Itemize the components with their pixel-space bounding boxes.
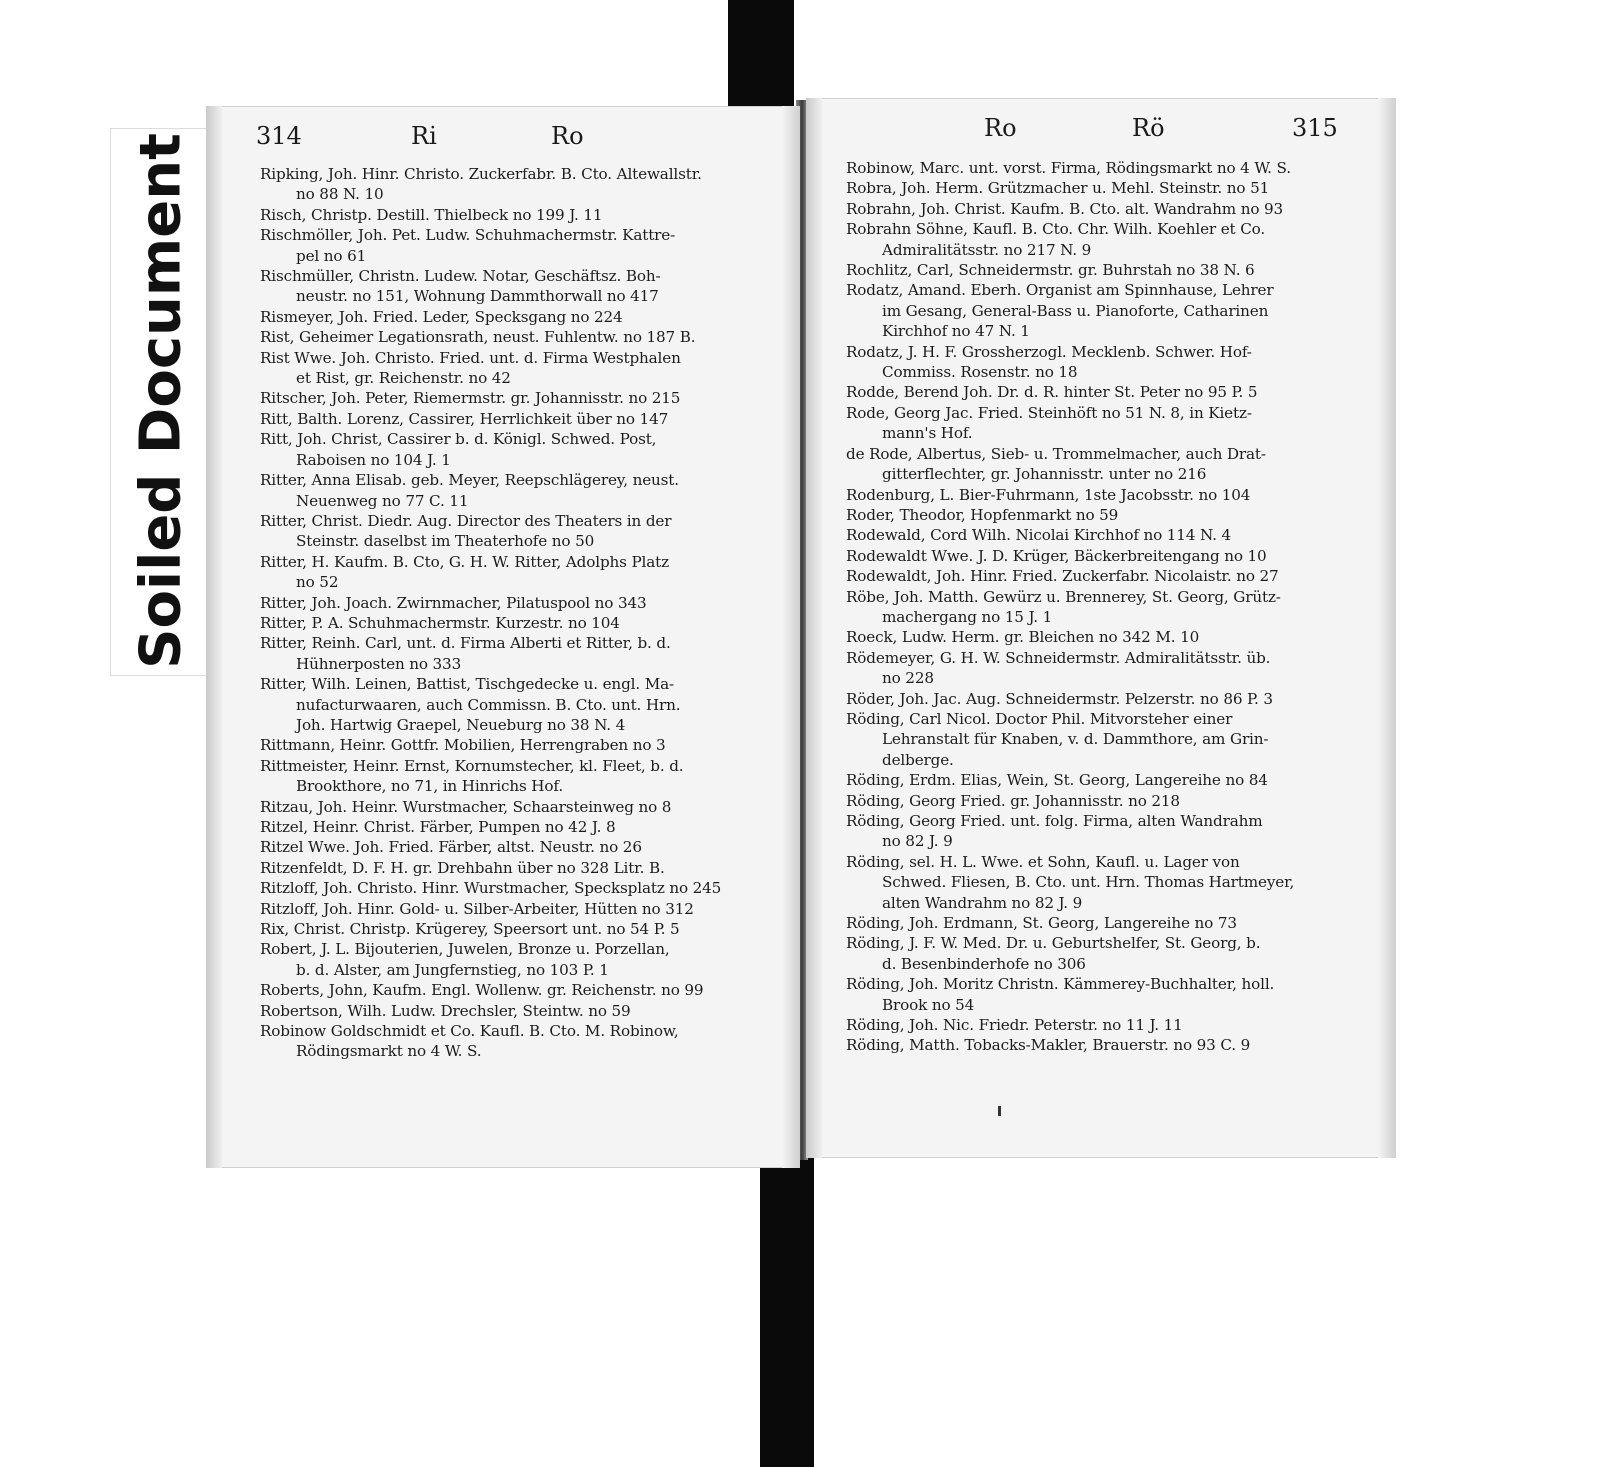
directory-entry (846, 505, 1356, 525)
entry-continuation-line: no 88 N. 10 (296, 185, 384, 204)
entry-line: Rist, Geheimer Legationsrath, neust. Fuhlentw. no 187 B. (260, 328, 696, 347)
entry-continuation-line: Lehranstalt für Knaben, v. d. Dammthore, am Grin- (882, 730, 1269, 749)
entry-line: Ritzel Wwe. Joh. Fried. Färber, altst. Neustr. no 26 (260, 838, 642, 857)
left-page-edge (206, 106, 222, 1168)
entry-line: Risch, Christp. Destill. Thielbeck no 199 J. 11 (260, 205, 603, 224)
binding-tab-top (728, 0, 794, 110)
directory-entry (260, 919, 775, 939)
entry-continuation-line: et Rist, gr. Reichenstr. no 42 (296, 369, 511, 388)
entry-line: Rischmöller, Joh. Pet. Ludw. Schuhmachermstr. Kattre- (260, 226, 676, 245)
entry-continuation-line: Rödingsmarkt no 4 W. S. (296, 1042, 482, 1061)
directory-entry (260, 1021, 775, 1062)
directory-entry (846, 627, 1356, 647)
directory-entry (260, 1001, 775, 1021)
directory-entry (846, 444, 1356, 485)
directory-entry (846, 1015, 1356, 1035)
entry-line: Ritter, P. A. Schuhmachermstr. Kurzestr. no 104 (260, 613, 620, 632)
entry-line: Röding, Matth. Tobacks-Makler, Brauerstr. no 93 C. 9 (846, 1036, 1251, 1055)
entry-continuation-line: b. d. Alster, am Jungfernstieg, no 103 P. 1 (296, 960, 609, 979)
directory-entry (260, 817, 775, 837)
entry-line: Rist Wwe. Joh. Christo. Fried. unt. d. Firma Westphalen (260, 348, 681, 367)
entry-line: Ritzau, Joh. Heinr. Wurstmacher, Schaarsteinweg no 8 (260, 797, 672, 816)
directory-entry (260, 266, 775, 307)
entry-line: Ritt, Joh. Christ, Cassirer b. d. Königl. Schwed. Post, (260, 430, 657, 449)
entry-continuation-line: no 52 (296, 573, 339, 592)
directory-entry (846, 770, 1356, 790)
right-entries-list (846, 158, 1356, 1056)
directory-entry (260, 225, 775, 266)
directory-entry (260, 797, 775, 817)
directory-entry (260, 939, 775, 980)
directory-entry (260, 858, 775, 878)
directory-entry (846, 382, 1356, 402)
entry-continuation-line: pel no 61 (296, 246, 367, 265)
directory-entry (846, 709, 1356, 770)
entry-line: Rischmüller, Christn. Ludew. Notar, Geschäftsz. Boh- (260, 267, 661, 286)
entry-line: Ritter, Wilh. Leinen, Battist, Tischgedecke u. engl. Ma- (260, 675, 674, 694)
entry-line: Rödemeyer, G. H. W. Schneidermstr. Admiralitätsstr. üb. (846, 648, 1271, 667)
entry-line: Robrahn Söhne, Kaufl. B. Cto. Chr. Wilh. Koehler et Co. (846, 220, 1266, 239)
directory-entry (846, 852, 1356, 913)
soiled-document-label: Soiled Document (128, 133, 194, 669)
entry-continuation-line: no 228 (882, 669, 934, 688)
ink-speck (998, 1106, 1001, 1116)
entry-continuation-line: Neuenweg no 77 C. 11 (296, 491, 469, 510)
entry-line: Ritter, Joh. Joach. Zwirnmacher, Pilatuspool no 343 (260, 593, 647, 612)
entry-line: Rismeyer, Joh. Fried. Leder, Specksgang no 224 (260, 307, 623, 326)
directory-entry (260, 205, 775, 225)
entry-line: Rodenburg, L. Bier-Fuhrmann, 1ste Jacobsstr. no 104 (846, 485, 1251, 504)
entry-line: Röding, Joh. Nic. Friedr. Peterstr. no 11 J. 11 (846, 1016, 1183, 1035)
entry-line: de Rode, Albertus, Sieb- u. Trommelmacher, auch Drat- (846, 444, 1266, 463)
right-page-edge (1378, 98, 1396, 1158)
entry-line: Ritzloff, Joh. Christo. Hinr. Wurstmacher, Specksplatz no 245 (260, 879, 722, 898)
entry-continuation-line: Admiralitätsstr. no 217 N. 9 (882, 240, 1092, 259)
entry-line: Robinow, Marc. unt. vorst. Firma, Rödingsmarkt no 4 W. S. (846, 159, 1291, 177)
entry-continuation-line: Brookthore, no 71, in Hinrichs Hof. (296, 777, 563, 796)
entry-line: Rodewald, Cord Wilh. Nicolai Kirchhof no 114 N. 4 (846, 526, 1232, 545)
entry-line: Röding, J. F. W. Med. Dr. u. Geburtshelfer, St. Georg, b. (846, 934, 1261, 953)
directory-entry (846, 260, 1356, 280)
entry-continuation-line: Steinstr. daselbst im Theaterhofe no 50 (296, 532, 595, 551)
directory-entry (846, 546, 1356, 566)
directory-entry (846, 648, 1356, 689)
entry-continuation-line: Joh. Hartwig Graepel, Neueburg no 38 N. 4 (296, 715, 626, 734)
right-head-center: Rö (1132, 114, 1165, 142)
entry-line: Robert, J. L. Bijouterien, Juwelen, Bronze u. Porzellan, (260, 940, 670, 959)
entry-continuation-line: gitterflechter, gr. Johannisstr. unter no 216 (882, 465, 1207, 484)
entry-line: Ritt, Balth. Lorenz, Cassirer, Herrlichkeit über no 147 (260, 409, 669, 428)
right-page-number: 315 (1292, 114, 1338, 142)
entry-continuation-line: neustr. no 151, Wohnung Dammthorwall no 417 (296, 287, 659, 306)
entry-line: Ritter, Anna Elisab. geb. Meyer, Reepschlägerey, neust. (260, 471, 679, 490)
directory-entry (260, 878, 775, 898)
entry-line: Röding, Georg Fried. unt. folg. Firma, alten Wandrahm (846, 812, 1263, 830)
entry-line: Rochlitz, Carl, Schneidermstr. gr. Buhrstah no 38 N. 6 (846, 261, 1255, 280)
entry-line: Ritzel, Heinr. Christ. Färber, Pumpen no 42 J. 8 (260, 818, 616, 836)
right-page-gutter (806, 98, 822, 1158)
left-page (206, 106, 800, 1168)
entry-continuation-line: Hühnerposten no 333 (296, 654, 462, 673)
entry-line: Röder, Joh. Jac. Aug. Schneidermstr. Pelzerstr. no 86 P. 3 (846, 689, 1273, 708)
entry-continuation-line: d. Besenbinderhofe no 306 (882, 954, 1086, 973)
entry-line: Robra, Joh. Herm. Grützmacher u. Mehl. Steinstr. no 51 (846, 179, 1270, 198)
directory-entry (260, 511, 775, 552)
left-head-right: Ro (551, 122, 584, 150)
entry-continuation-line: machergang no 15 J. 1 (882, 607, 1053, 626)
entry-line: Rodatz, J. H. F. Grossherzogl. Mecklenb. Schwer. Hof- (846, 342, 1252, 361)
left-entries-list (260, 164, 775, 1062)
entry-line: Röding, sel. H. L. Wwe. et Sohn, Kaufl. u. Lager von (846, 852, 1240, 871)
entry-line: Rix, Christ. Christp. Krügerey, Speersort unt. no 54 P. 5 (260, 920, 680, 939)
entry-line: Röding, Erdm. Elias, Wein, St. Georg, Langereihe no 84 (846, 771, 1268, 790)
right-page (806, 98, 1396, 1158)
directory-entry (846, 933, 1356, 974)
directory-entry (260, 552, 775, 593)
directory-entry (846, 403, 1356, 444)
entry-continuation-line: Schwed. Fliesen, B. Cto. unt. Hrn. Thomas Hartmeyer, (882, 873, 1295, 892)
entry-continuation-line: Kirchhof no 47 N. 1 (882, 322, 1030, 341)
directory-entry (260, 735, 775, 755)
directory-entry (846, 485, 1356, 505)
entry-line: Roeck, Ludw. Herm. gr. Bleichen no 342 M. 10 (846, 628, 1200, 647)
directory-entry (260, 633, 775, 674)
directory-entry (846, 974, 1356, 1015)
directory-entry (260, 327, 775, 347)
entry-line: Rodatz, Amand. Eberh. Organist am Spinnhause, Lehrer (846, 281, 1274, 300)
directory-entry (260, 899, 775, 919)
entry-line: Ritter, Reinh. Carl, unt. d. Firma Alberti et Ritter, b. d. (260, 634, 671, 653)
directory-entry (260, 348, 775, 389)
directory-entry (846, 219, 1356, 260)
directory-entry (846, 178, 1356, 198)
entry-line: Röding, Carl Nicol. Doctor Phil. Mitvorsteher einer (846, 709, 1233, 728)
right-head-left: Ro (984, 114, 1017, 142)
entry-line: Rodde, Berend Joh. Dr. d. R. hinter St. Peter no 95 P. 5 (846, 383, 1258, 402)
directory-entry (260, 388, 775, 408)
directory-entry (260, 470, 775, 511)
directory-entry (846, 689, 1356, 709)
directory-entry (260, 674, 775, 735)
directory-entry (846, 566, 1356, 586)
entry-line: Rodewaldt Wwe. J. D. Krüger, Bäckerbreitengang no 10 (846, 546, 1267, 565)
entry-line: Röding, Georg Fried. gr. Johannisstr. no 218 (846, 791, 1180, 810)
directory-entry (260, 756, 775, 797)
directory-entry (260, 409, 775, 429)
directory-entry (260, 164, 775, 205)
entry-continuation-line: Commiss. Rosenstr. no 18 (882, 363, 1078, 382)
left-page-gutter (782, 106, 800, 1168)
directory-entry (846, 158, 1356, 178)
entry-continuation-line: im Gesang, General-Bass u. Pianoforte, Catharinen (882, 301, 1269, 320)
entry-line: Robertson, Wilh. Ludw. Drechsler, Steintw. no 59 (260, 1001, 631, 1020)
entry-line: Robinow Goldschmidt et Co. Kaufl. B. Cto. M. Robinow, (260, 1022, 679, 1041)
entry-line: Rodewaldt, Joh. Hinr. Fried. Zuckerfabr. Nicolaistr. no 27 (846, 567, 1279, 586)
directory-entry (846, 199, 1356, 219)
directory-entry (260, 837, 775, 857)
entry-line: Röding, Joh. Moritz Christn. Kämmerey-Buchhalter, holl. (846, 975, 1275, 994)
entry-line: Rittmann, Heinr. Gottfr. Mobilien, Herrengraben no 3 (260, 736, 666, 755)
left-page-number: 314 (256, 122, 302, 150)
directory-entry (846, 587, 1356, 628)
entry-line: Roder, Theodor, Hopfenmarkt no 59 (846, 505, 1119, 524)
directory-entry (260, 307, 775, 327)
directory-entry (846, 791, 1356, 811)
entry-line: Robrahn, Joh. Christ. Kaufm. B. Cto. alt. Wandrahm no 93 (846, 199, 1284, 218)
directory-entry (260, 429, 775, 470)
left-head-center: Ri (411, 122, 437, 150)
entry-line: Röding, Joh. Erdmann, St. Georg, Langereihe no 73 (846, 914, 1237, 933)
directory-entry (260, 613, 775, 633)
entry-continuation-line: alten Wandrahm no 82 J. 9 (882, 893, 1083, 912)
directory-entry (846, 811, 1356, 852)
entry-line: Roberts, John, Kaufm. Engl. Wollenw. gr. Reichenstr. no 99 (260, 981, 704, 1000)
entry-continuation-line: Raboisen no 104 J. 1 (296, 450, 451, 469)
entry-continuation-line: nufacturwaaren, auch Commissn. B. Cto. unt. Hrn. (296, 695, 681, 714)
directory-entry (260, 980, 775, 1000)
directory-entry (846, 525, 1356, 545)
entry-line: Ritter, H. Kaufm. B. Cto, G. H. W. Ritter, Adolphs Platz (260, 552, 669, 571)
entry-continuation-line: no 82 J. 9 (882, 832, 953, 851)
directory-entry (846, 1035, 1356, 1055)
directory-entry (260, 593, 775, 613)
directory-entry (846, 342, 1356, 383)
entry-line: Rode, Georg Jac. Fried. Steinhöft no 51 N. 8, in Kietz- (846, 403, 1252, 422)
entry-continuation-line: delberge. (882, 750, 954, 769)
entry-line: Rittmeister, Heinr. Ernst, Kornumstecher, kl. Fleet, b. d. (260, 756, 684, 775)
directory-entry (846, 280, 1356, 341)
entry-line: Ritzenfeldt, D. F. H. gr. Drehbahn über no 328 Litr. B. (260, 858, 665, 877)
entry-line: Ritter, Christ. Diedr. Aug. Director des Theaters in der (260, 511, 672, 530)
directory-entry (846, 913, 1356, 933)
entry-line: Ritscher, Joh. Peter, Riemermstr. gr. Johannisstr. no 215 (260, 389, 681, 408)
entry-line: Ripking, Joh. Hinr. Christo. Zuckerfabr. B. Cto. Altewallstr. (260, 165, 702, 183)
entry-continuation-line: Brook no 54 (882, 995, 975, 1014)
entry-line: Röbe, Joh. Matth. Gewürz u. Brennerey, St. Georg, Grütz- (846, 587, 1281, 606)
binding-tab-bottom (760, 1155, 814, 1467)
entry-line: Ritzloff, Joh. Hinr. Gold- u. Silber-Arbeiter, Hütten no 312 (260, 899, 694, 918)
entry-continuation-line: mann's Hof. (882, 424, 973, 443)
